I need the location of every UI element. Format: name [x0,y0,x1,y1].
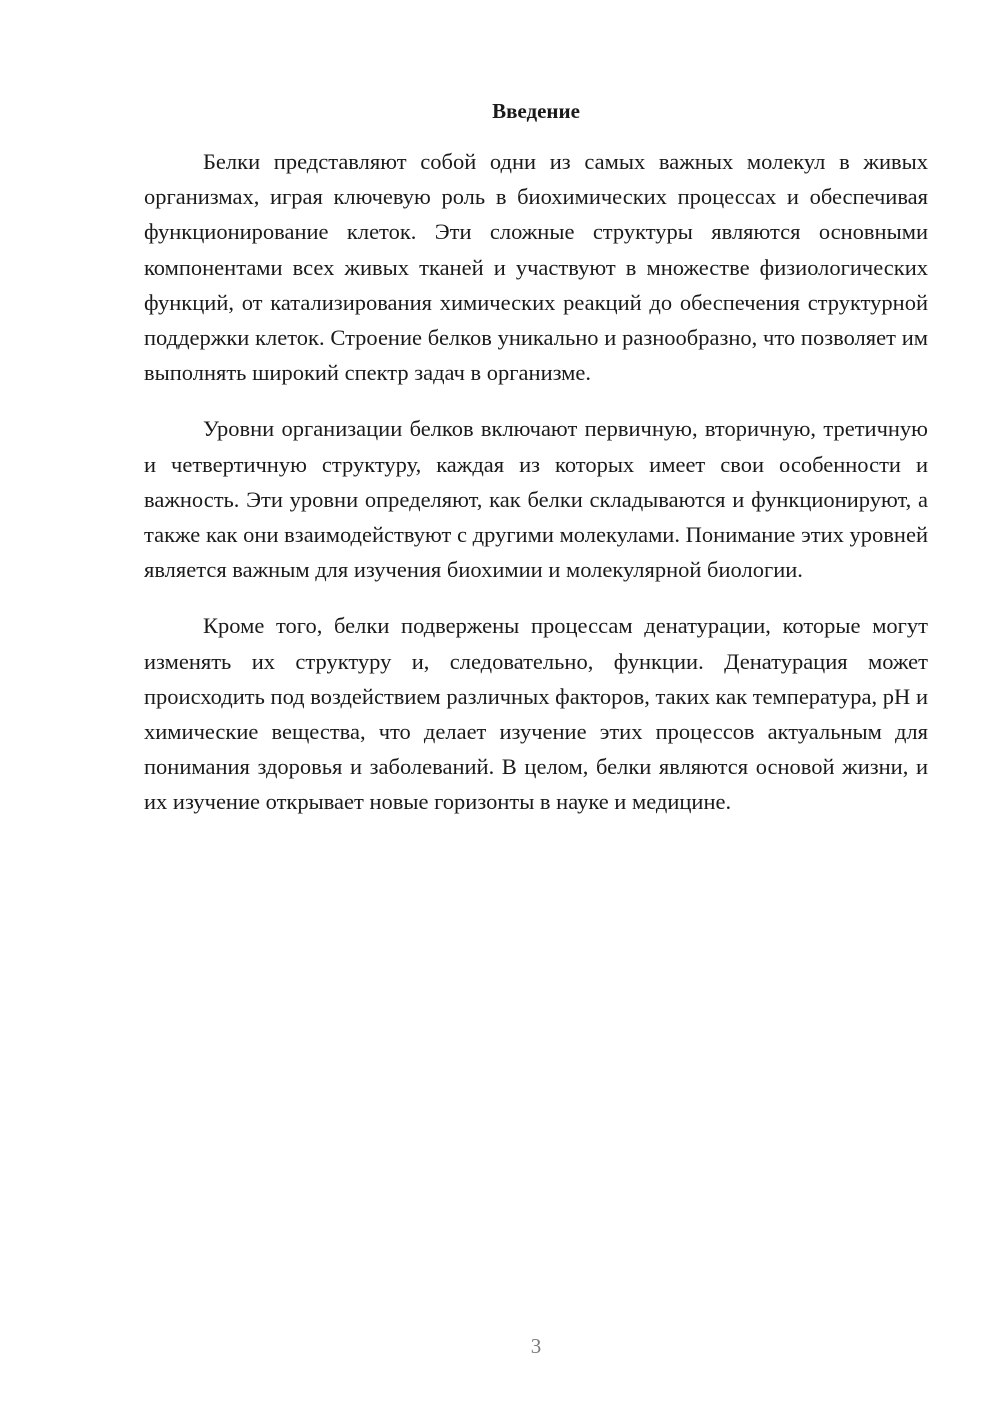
section-heading: Введение [492,99,580,123]
page-number: 3 [530,1334,542,1358]
paragraph-2: Уровни организации белков включают первичную, вторичную, третичную и четвертичную структуру, каждая из которых имеет свои особенности и важность. Эти уровни определяют, как белки складываются и функционируют, а также как они взаимодействуют с другими молекулами. Понимание этих уровней является важным для изучения биохимии и молекулярной биологии. [144,416,928,583]
paragraph-3: Кроме того, белки подвержены процессам денатурации, которые могут изменять их структуру и, следовательно, функции. Денатурация может происходить под воздействием различных факторов, таких как температура, pH и химические вещества, что делает изучение этих процессов актуальным для понимания здоровья и заболеваний. В целом, белки являются основой жизни, и их изучение открывает новые горизонты в науке и медицине. [144,613,928,815]
paragraph-1: Белки представляют собой одни из самых важных молекул в живых организмах, играя ключевую роль в биохимических процессах и обеспечивая функционирование клеток. Эти сложные структуры являются основными компонентами всех живых тканей и участвуют в множестве физиологических функций, от катализирования химических реакций до обеспечения структурной поддержки клеток. Строение белков уникально и разнообразно, что позволяет им выполнять широкий спектр задач в организме. [144,149,928,386]
body-text [144,144,928,841]
